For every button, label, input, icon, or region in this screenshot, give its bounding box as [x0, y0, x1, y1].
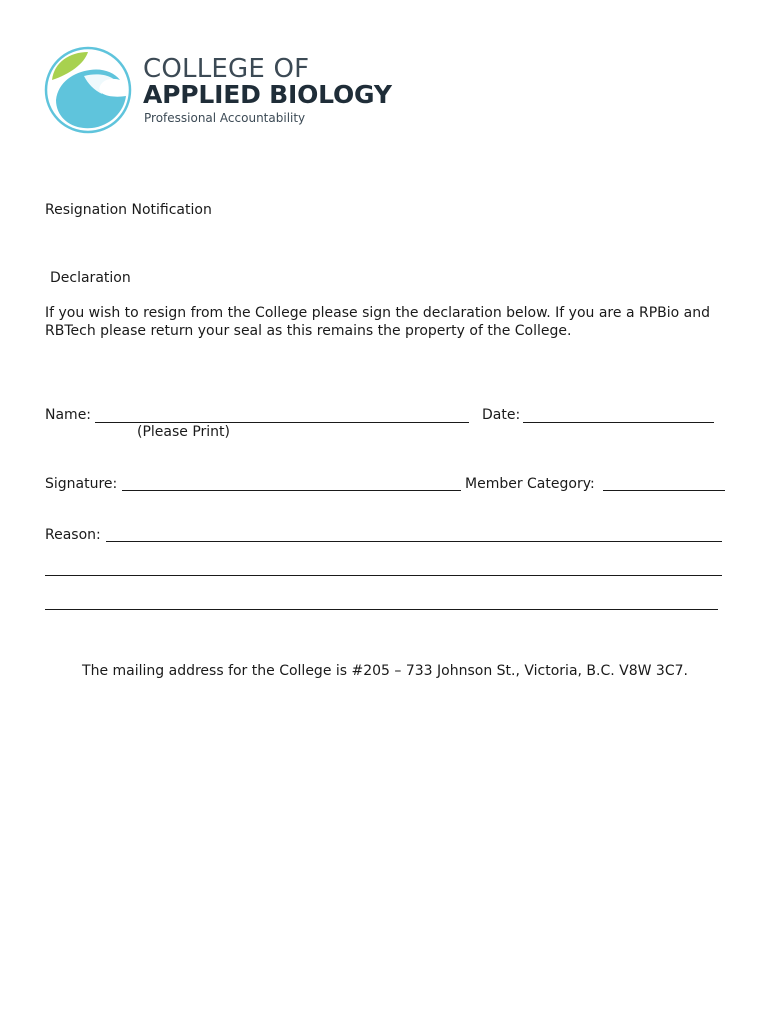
reason-field-line-3[interactable]: [45, 609, 718, 610]
signature-field[interactable]: [122, 490, 461, 491]
reason-label: Reason:: [45, 527, 101, 543]
org-name-line2: APPLIED BIOLOGY: [143, 80, 392, 109]
reason-field-line-1[interactable]: [106, 541, 722, 542]
org-name-line1: COLLEGE OF: [143, 54, 310, 84]
name-field[interactable]: [95, 422, 469, 423]
member-category-label: Member Category:: [465, 476, 595, 492]
date-field[interactable]: [523, 422, 714, 423]
form-title: Resignation Notification: [45, 202, 212, 218]
name-label: Name:: [45, 407, 92, 423]
signature-label: Signature:: [45, 476, 118, 492]
instructions-paragraph: If you wish to resign from the College please sign the declaration below. If you are a RPBio and RBTech please return your seal as this remains the property of the College.: [45, 305, 710, 339]
date-label: Date:: [482, 407, 521, 423]
section-heading-declaration: Declaration: [50, 270, 131, 286]
name-hint: (Please Print): [137, 424, 231, 440]
org-tagline: Professional Accountability: [144, 111, 306, 125]
member-category-field[interactable]: [603, 490, 725, 491]
college-logo-icon: [44, 46, 132, 134]
reason-field-line-2[interactable]: [45, 575, 722, 576]
mailing-address: The mailing address for the College is #205 – 733 Johnson St., Victoria, B.C. V8W 3C7.: [82, 663, 688, 679]
